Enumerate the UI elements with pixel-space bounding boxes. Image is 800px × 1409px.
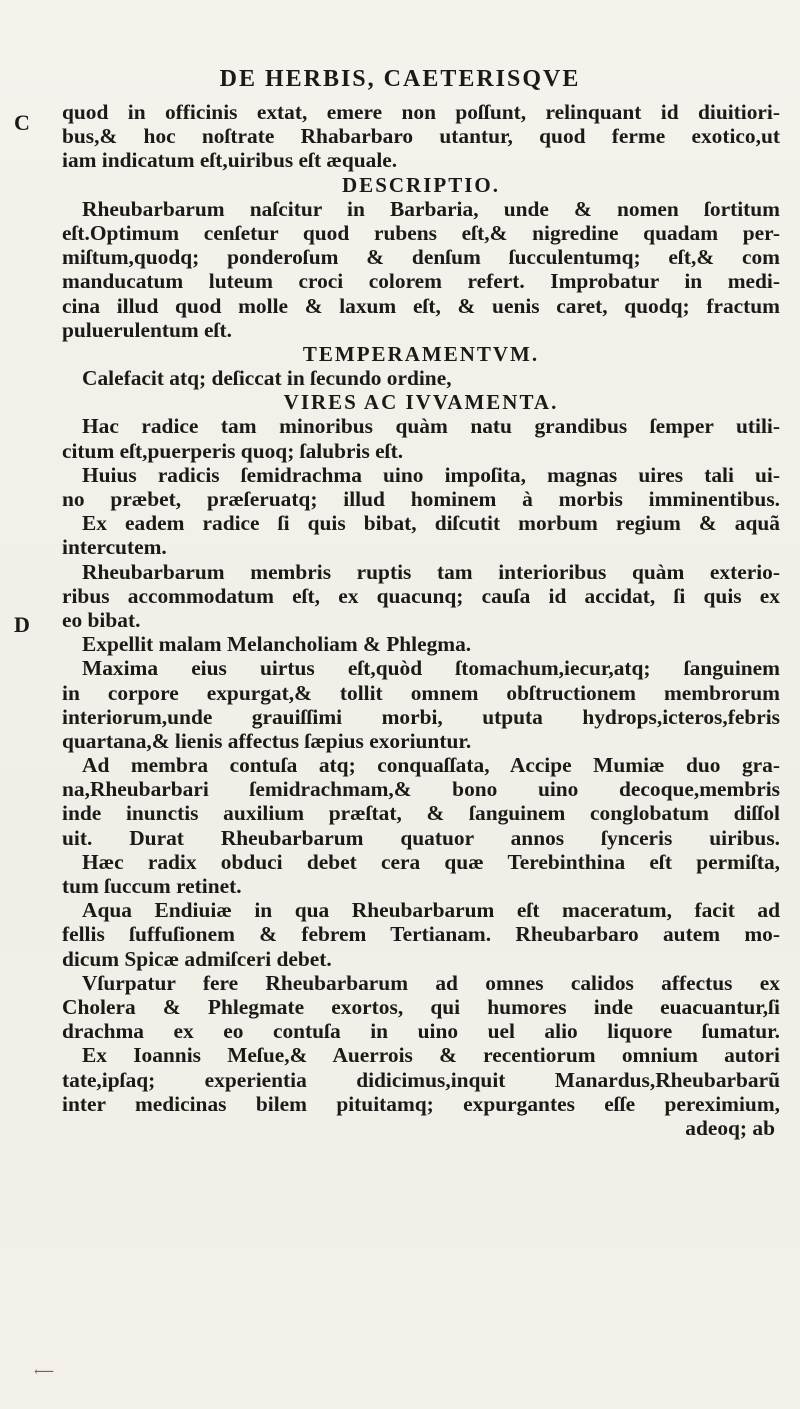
margin-letter-c: C: [14, 110, 30, 135]
text-line: Huius radicis ſemidrachma uino impoſita, magnas uires tali ui-: [82, 462, 780, 487]
text-line: intercutem.: [62, 535, 167, 560]
text-line: Rheubarbarum membris ruptis tam interioribus quàm exterio-: [82, 559, 780, 584]
text-line: Rheubarbarum naſcitur in Barbaria, unde & nomen ſortitum: [82, 196, 780, 221]
text-line: Calefacit atq; deſiccat in ſecundo ordine,: [82, 366, 452, 391]
margin-letter-d: D: [14, 612, 30, 637]
body-text: [62, 100, 780, 1140]
section-heading-temperamentum: TEMPERAMENTVM.: [302, 341, 540, 366]
text-line: Expellit malam Melancholiam & Phlegma.: [82, 632, 472, 657]
text-line: iam indicatum eſt,uiribus eſt æquale.: [62, 148, 398, 173]
text-line: dicum Spicæ admiſceri debet.: [62, 946, 332, 971]
text-line: Aqua Endiuiæ in qua Rheubarbarum eſt maceratum, facit ad: [82, 898, 780, 923]
text-line: Maxima eius uirtus eſt,quòd ſtomachum,iecur,atq; ſanguinem: [82, 656, 780, 681]
text-line: inde inunctis auxilium præſtat, & ſanguinem conglobatum diſſol: [62, 801, 780, 826]
text-line: Ex eadem radice ſi quis bibat, diſcutit morbum regium & aquã: [82, 511, 780, 536]
margin-mark-icon: ⟵: [34, 1365, 55, 1380]
text-line: Ex Ioannis Meſue,& Auerrois & recentiorum omnium autori: [82, 1043, 780, 1068]
section-heading-vires: VIRES AC IVVAMENTA.: [283, 390, 559, 415]
text-line: Hæc radix obduci debet cera quæ Terebinthina eſt permiſta,: [82, 849, 780, 874]
text-line: Hac radice tam minoribus quàm natu grandibus ſemper utili-: [82, 414, 780, 439]
text-line: citum eſt,puerperis quoq; ſalubris eſt.: [62, 438, 404, 463]
text-line: inter medicinas bilem pituitamq; expurgantes eſſe pereximium,: [62, 1091, 780, 1116]
text-line: uit. Durat Rheubarbarum quatuor annos ſynceris uiribus.: [62, 825, 780, 850]
catchword: adeoq; ab: [685, 1115, 775, 1140]
text-line: quod in officinis extat, emere non poſſunt, relinquant id diuitiori-: [62, 100, 780, 124]
text-line: no præbet, præſeruatq; illud hominem à morbis imminentibus.: [62, 487, 780, 511]
text-line: puluerulentum eſt.: [62, 317, 232, 342]
text-line: fellis ſuffuſionem & febrem Tertianam. Rheubarbaro autem mo-: [62, 922, 780, 947]
text-line: Cholera & Phlegmate exortos, qui humores inde euacuantur,ſi: [62, 994, 780, 1019]
text-line: Vſurpatur fere Rheubarbarum ad omnes calidos affectus ex: [82, 970, 780, 995]
text-line: drachma ex eo contuſa in uino uel alio liquore ſumatur.: [62, 1019, 780, 1044]
text-line: interiorum,unde grauiſſimi morbi, utputa hydrops,icteros,febris: [62, 704, 780, 729]
text-line: in corpore expurgat,& tollit omnem obſtructionem membrorum: [62, 680, 780, 705]
text-line: miſtum,quodq; ponderoſum & denſum ſucculentumq; eſt,& com: [62, 245, 780, 270]
text-line: na,Rheubarbari ſemidrachmam,& bono uino decoque,membris: [62, 777, 780, 802]
text-line: eo bibat.: [62, 607, 141, 632]
text-line: Ad membra contuſa atq; conquaſſata, Accipe Mumiæ duo gra-: [82, 753, 780, 778]
text-line: bus,& hoc noſtrate Rhabarbaro utantur, quod ferme exotico,ut: [62, 124, 780, 149]
text-line: quartana,& lienis affectus ſæpius exoriuntur.: [62, 728, 472, 753]
text-line: ribus accommodatum eſt, ex quacunq; cauſa id accidat, ſi quis ex: [62, 583, 780, 608]
running-header: DE HERBIS, CAETERISQVE: [219, 66, 581, 92]
section-heading-descriptio: DESCRIPTIO.: [342, 172, 500, 197]
text-line: tate,ipſaq; experientia didicimus,inquit Manardus,Rheubarbarũ: [62, 1067, 780, 1092]
text-line: tum ſuccum retinet.: [62, 874, 242, 898]
text-line: cina illud quod molle & laxum eſt, & uenis caret, quodq; fractum: [62, 293, 780, 318]
text-line: manducatum luteum croci colorem refert. Improbatur in medi-: [62, 269, 780, 294]
text-line: eſt.Optimum cenſetur quod rubens eſt,& nigredine quadam per-: [62, 220, 780, 245]
